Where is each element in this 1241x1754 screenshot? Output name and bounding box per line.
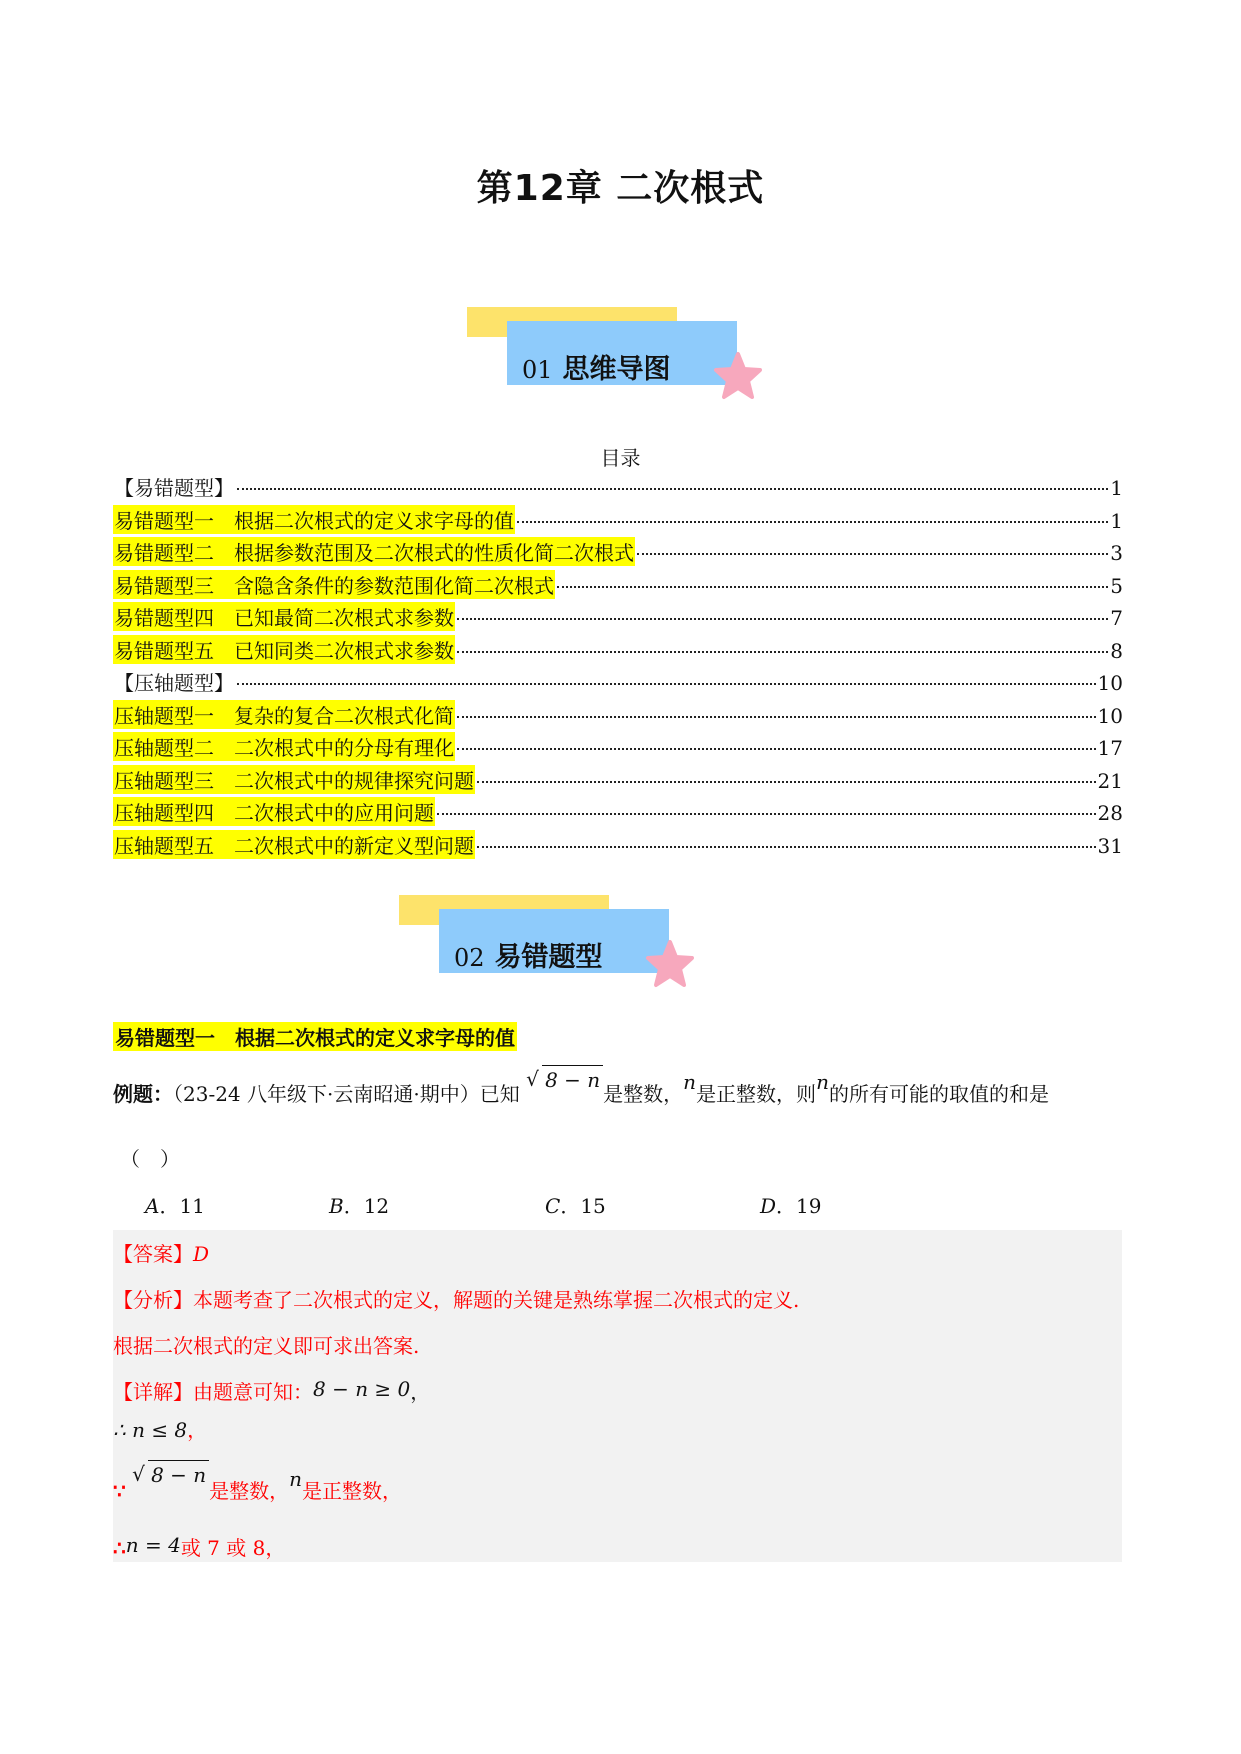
option-c: C．15 bbox=[545, 1194, 606, 1218]
toc-entry-title: 压轴题型四 二次根式中的应用问题 bbox=[113, 797, 435, 826]
toc-leader-dots bbox=[477, 846, 1096, 848]
analysis-line: 【分析】本题考查了二次根式的定义，解题的关键是熟练掌握二次根式的定义. bbox=[113, 1288, 800, 1312]
toc-page-number: 5 bbox=[1110, 573, 1123, 598]
toc-leader-dots bbox=[457, 651, 1108, 653]
toc-page-number: 3 bbox=[1110, 541, 1123, 565]
toc-leader-dots bbox=[457, 618, 1108, 620]
toc-leader-dots bbox=[457, 716, 1096, 718]
star-icon bbox=[645, 939, 695, 989]
toc-page-number: 1 bbox=[1110, 508, 1123, 533]
toc-leader-dots bbox=[477, 781, 1096, 783]
toc-entry-title: 易错题型二 根据参数范围及二次根式的性质化简二次根式 bbox=[113, 537, 635, 566]
question-text-part4: 的所有可能的取值的和是 bbox=[828, 1082, 1049, 1106]
toc-page-number: 21 bbox=[1097, 768, 1123, 793]
question-source: （23-24 八年级下·云南昭通·期中）已知 bbox=[173, 1082, 520, 1106]
toc-heading: 目录 bbox=[600, 446, 641, 470]
question-text-part3: 是正整数，则 bbox=[696, 1082, 817, 1106]
option-d: D．19 bbox=[760, 1194, 822, 1218]
banner-number: 01 bbox=[522, 356, 553, 384]
toc-page-number: 7 bbox=[1110, 606, 1123, 630]
toc-entry-title: 压轴题型二 二次根式中的分母有理化 bbox=[113, 732, 455, 761]
star-icon bbox=[713, 351, 763, 401]
analysis-line-2: 根据二次根式的定义即可求出答案. bbox=[113, 1334, 420, 1358]
sqrt-expression: √ 8 − n bbox=[132, 1460, 209, 1487]
toc-entry[interactable] bbox=[113, 797, 1123, 830]
section-banner-error-prone bbox=[399, 895, 699, 1005]
answer-paren: （ ） bbox=[120, 1147, 180, 1171]
question-text-part2: 是整数， bbox=[603, 1082, 684, 1106]
toc-entry[interactable] bbox=[113, 602, 1123, 635]
toc-page-number: 31 bbox=[1097, 833, 1123, 858]
question-label: 例题： bbox=[113, 1082, 173, 1106]
toc-entry-title: 易错题型四 已知最简二次根式求参数 bbox=[113, 602, 455, 631]
radicand: 8 − n bbox=[542, 1065, 603, 1092]
therefore-line-2: ∴n = 4或 7 或 8， bbox=[113, 1533, 286, 1560]
toc-entry-title: 压轴题型一 复杂的复合二次根式化简 bbox=[113, 700, 455, 729]
toc-leader-dots bbox=[557, 586, 1108, 588]
option-a: A．11 bbox=[145, 1194, 205, 1218]
because-line: ∵ √ 8 − n是整数，n是正整数， bbox=[113, 1462, 403, 1503]
toc-entry[interactable] bbox=[113, 635, 1123, 668]
variable-n: n bbox=[683, 1070, 697, 1094]
toc-leader-dots bbox=[437, 813, 1096, 815]
toc-page-number: 17 bbox=[1097, 736, 1123, 760]
toc-page-number: 10 bbox=[1097, 671, 1123, 695]
toc-entry-title: 压轴题型三 二次根式中的规律探究问题 bbox=[113, 765, 475, 794]
toc-entry[interactable] bbox=[113, 570, 1123, 603]
toc-page-number: 8 bbox=[1110, 638, 1123, 663]
toc-entry-title: 易错题型一 根据二次根式的定义求字母的值 bbox=[113, 505, 515, 534]
toc-entry-title: 易错题型五 已知同类二次根式求参数 bbox=[113, 635, 455, 664]
toc-entry-title: 【易错题型】 bbox=[114, 476, 234, 500]
toc-entry-title: 压轴题型五 二次根式中的新定义型问题 bbox=[113, 830, 475, 859]
banner-label bbox=[522, 347, 671, 386]
question-type-heading: 易错题型一 根据二次根式的定义求字母的值 bbox=[113, 1022, 517, 1051]
toc-entry[interactable] bbox=[113, 667, 1123, 700]
toc-entry-title: 易错题型三 含隐含条件的参数范围化简二次根式 bbox=[113, 570, 555, 599]
toc-entry[interactable] bbox=[113, 700, 1123, 733]
toc-leader-dots bbox=[517, 521, 1108, 523]
example-question bbox=[113, 1067, 1049, 1107]
toc-entry[interactable] bbox=[113, 472, 1123, 505]
banner-text: 思维导图 bbox=[562, 354, 671, 385]
toc-leader-dots bbox=[637, 553, 1108, 555]
banner-label bbox=[454, 935, 603, 974]
toc-leader-dots bbox=[237, 488, 1108, 490]
toc-leader-dots bbox=[457, 748, 1096, 750]
table-of-contents bbox=[113, 472, 1123, 862]
page-title: 第12章 二次根式 bbox=[476, 168, 765, 209]
toc-entry[interactable] bbox=[113, 537, 1123, 570]
toc-page-number: 10 bbox=[1097, 703, 1123, 728]
section-banner-mind-map bbox=[467, 307, 767, 417]
variable-n: n bbox=[816, 1070, 829, 1094]
detail-line: 【详解】由题意可知：8 − n ≥ 0， bbox=[113, 1377, 431, 1404]
sqrt-expression: √ 8 − n bbox=[526, 1065, 603, 1092]
banner-number: 02 bbox=[454, 944, 485, 972]
toc-entry-title: 【压轴题型】 bbox=[114, 671, 234, 695]
option-b: B．12 bbox=[329, 1194, 390, 1218]
toc-entry[interactable] bbox=[113, 830, 1123, 863]
toc-entry[interactable] bbox=[113, 732, 1123, 765]
toc-page-number: 28 bbox=[1097, 801, 1123, 825]
answer-line: 【答案】D bbox=[113, 1242, 210, 1266]
banner-text: 易错题型 bbox=[494, 942, 603, 973]
toc-page-number: 1 bbox=[1110, 476, 1123, 500]
toc-entry[interactable] bbox=[113, 505, 1123, 538]
toc-entry[interactable] bbox=[113, 765, 1123, 798]
toc-leader-dots bbox=[237, 683, 1096, 685]
therefore-line-1: ∴ n ≤ 8， bbox=[113, 1418, 208, 1442]
